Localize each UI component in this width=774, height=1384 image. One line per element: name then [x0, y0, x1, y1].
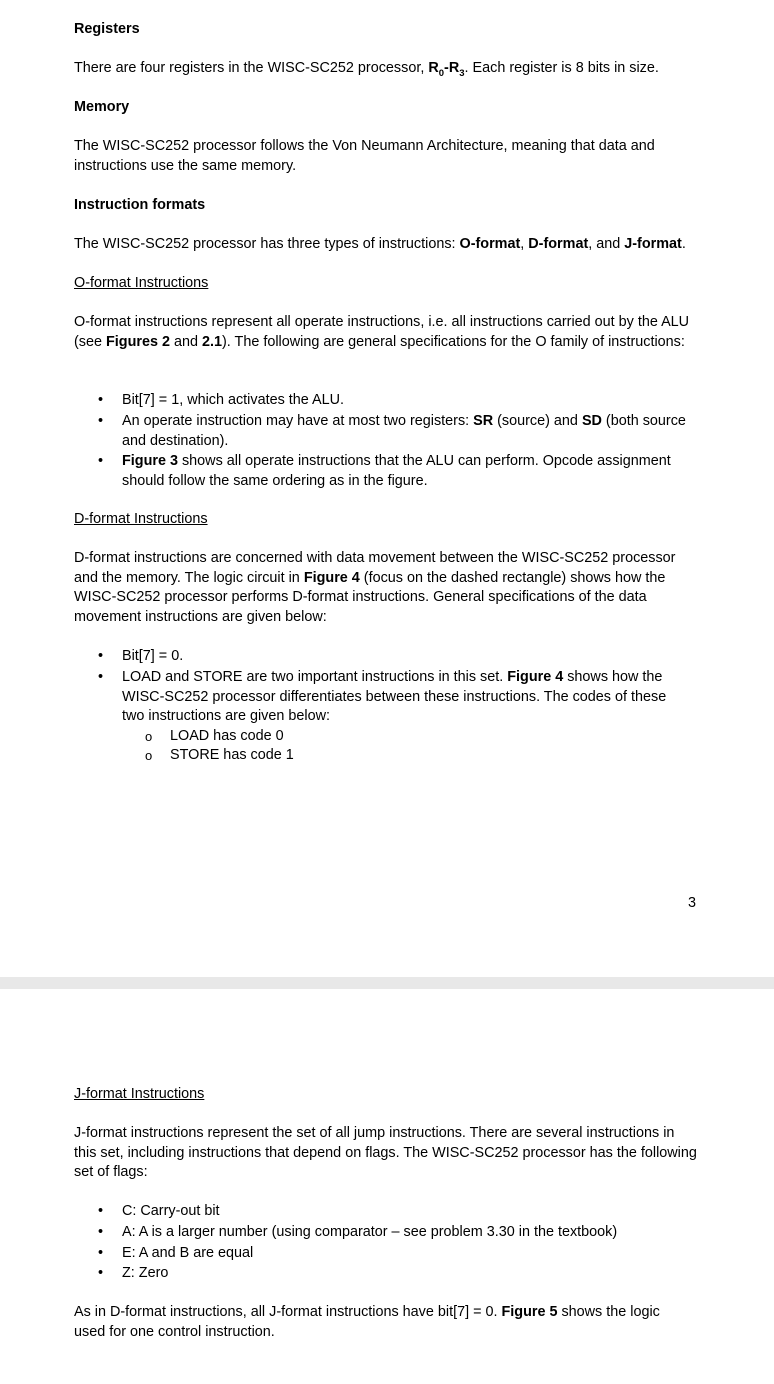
o-format-bullet-3: Figure 3 shows all operate instructions that the ALU can perform. Opcode assignment should follow the same ordering as in the figure.: [122, 453, 671, 489]
bullet-icon: [98, 668, 108, 688]
bullet-icon: [98, 1244, 108, 1264]
j-format-paragraph: J-format instructions represent the set of all jump instructions. There are several instructions in this set, including instructions that depend on flags. The WISC-SC252 processor has the following set of flags:: [74, 1125, 697, 1181]
o-format-bullet-1: Bit[7] = 1, which activates the ALU.: [122, 392, 344, 408]
memory-heading: Memory: [74, 99, 130, 115]
flag-item: Z: Zero: [122, 1265, 169, 1281]
sub-bullet-icon: o: [145, 729, 153, 744]
d-format-sub-bullet-1: LOAD has code 0: [170, 728, 284, 744]
o-format-paragraph: O-format instructions represent all operate instructions, i.e. all instructions carried out by the ALU (see Figures 2 and 2.1). The following are general specifications for the O family of instructions:: [74, 314, 690, 350]
d-format-heading: D-format Instructions: [74, 511, 208, 527]
d-format-sub-bullet-2: STORE has code 1: [170, 747, 294, 763]
registers-paragraph: There are four registers in the WISC-SC252 processor, $R_0-R_3$. Each register is 8 bits in size.: [74, 60, 659, 79]
sub-bullet-icon: o: [145, 748, 153, 763]
flag-item: A: A is a larger number (using comparator – see problem 3.30 in the textbook): [122, 1224, 618, 1240]
flag-item: C: Carry-out bit: [122, 1203, 220, 1219]
page-number: 3: [688, 895, 697, 911]
bullet-icon: [98, 1202, 108, 1222]
memory-paragraph: The WISC-SC252 processor follows the Von Neumann Architecture, meaning that data and instructions use the same memory.: [74, 138, 655, 174]
instruction-formats-paragraph: The WISC-SC252 processor has three types of instructions: O-format, D-format, and J-format.: [74, 236, 686, 252]
o-format-bullet-2: An operate instruction may have at most two registers: SR (source) and SD (both source and destination).: [122, 413, 686, 449]
bullet-icon: [98, 647, 108, 667]
j-format-closing-paragraph: As in D-format instructions, all J-format instructions have bit[7] = 0. Figure 5 shows the logic used for one control instruction.: [74, 1304, 660, 1340]
bullet-icon: [98, 452, 108, 472]
d-format-bullet-2: LOAD and STORE are two important instructions in this set. Figure 4 shows how the WISC-SC252 processor differentiates between these instructions. The codes of these two instructions are given below:: [122, 669, 667, 725]
registers-heading: Registers: [74, 21, 140, 37]
flag-item: E: A and B are equal: [122, 1245, 254, 1261]
o-format-heading: O-format Instructions: [74, 275, 209, 291]
j-format-heading: J-format Instructions: [74, 1086, 205, 1102]
bullet-icon: [98, 1223, 108, 1243]
bullet-icon: [98, 1264, 108, 1284]
d-format-paragraph: D-format instructions are concerned with data movement between the WISC-SC252 processor and the memory. The logic circuit in Figure 4 (focus on the dashed rectangle) shows how the WISC-SC252 processor performs D-format instructions. General specifications of the data movement instructions are given below:: [74, 550, 676, 625]
bullet-icon: [98, 391, 108, 411]
d-format-bullet-1: Bit[7] = 0.: [122, 648, 184, 664]
instruction-formats-heading: Instruction formats: [74, 197, 206, 213]
document-page-2: [0, 989, 774, 1384]
bullet-icon: [98, 412, 108, 432]
page-separator: [0, 977, 774, 989]
